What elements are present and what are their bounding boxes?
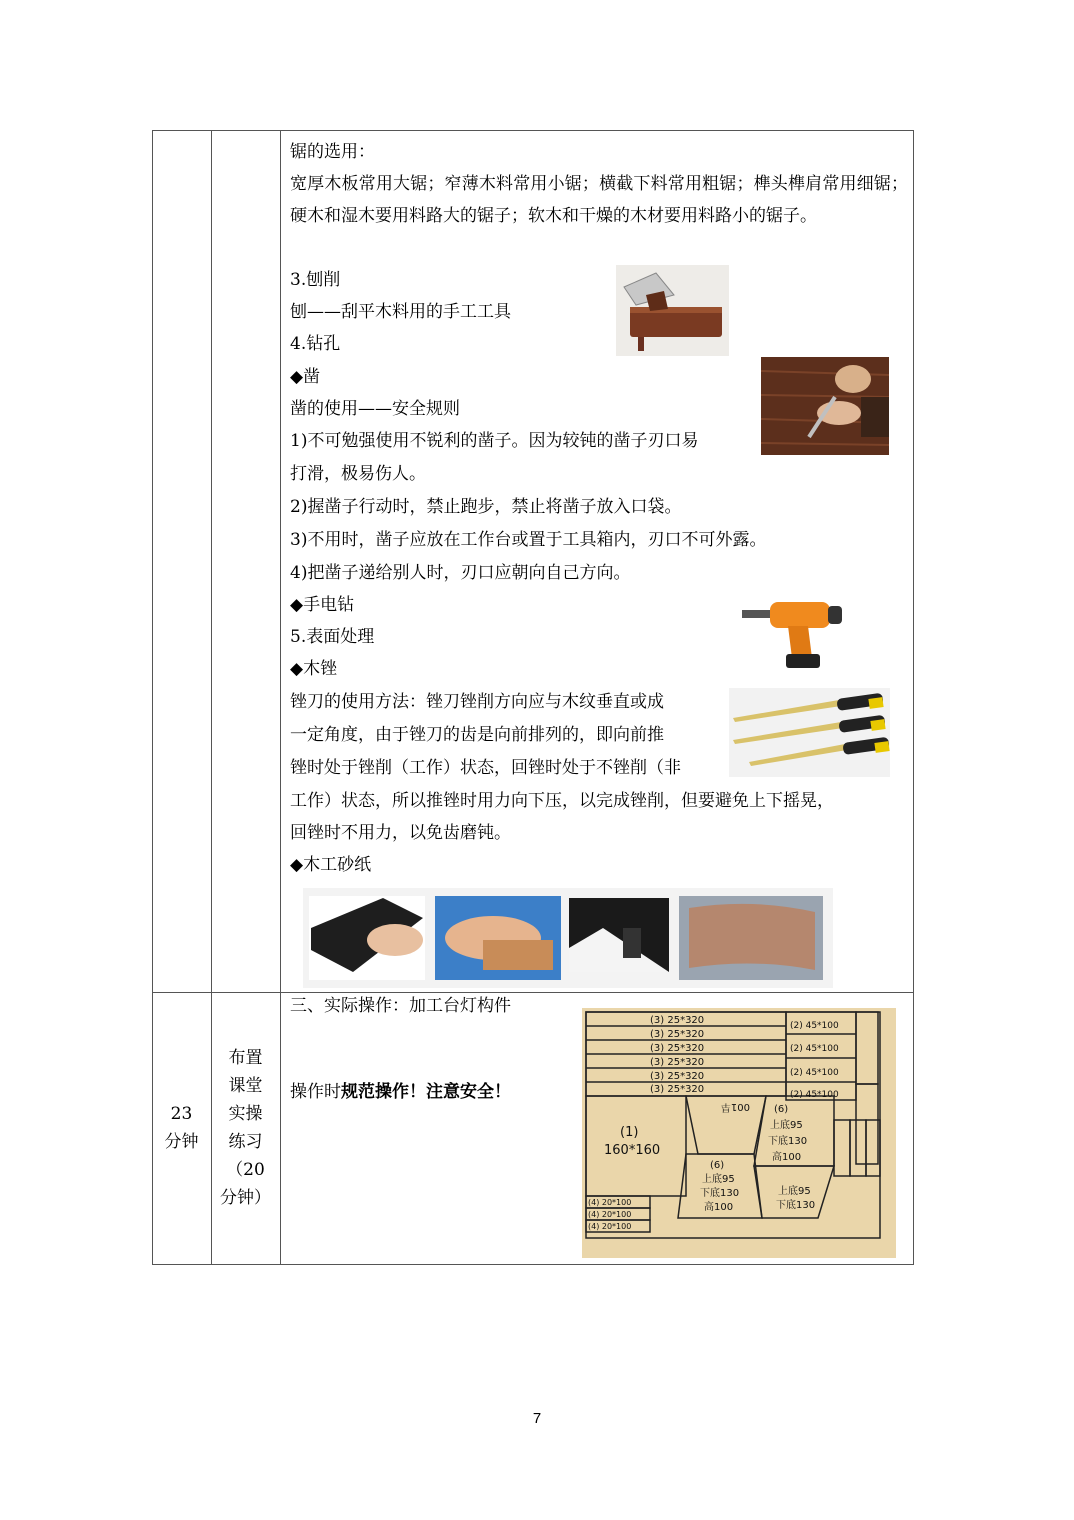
saw-select-title: 锯的选用： bbox=[290, 142, 375, 162]
activity-line-3: 实操 bbox=[228, 1104, 263, 1124]
chisel-image bbox=[761, 357, 889, 455]
small-label-2: (2) 45*100 bbox=[790, 1044, 839, 1054]
operation-note-emphasis: 规范操作！注意安全！ bbox=[341, 1082, 511, 1102]
time-unit: 分钟 bbox=[164, 1132, 199, 1152]
small-label-4: (2) 45*100 bbox=[790, 1090, 839, 1100]
bottom-strip-3: (4) 20*100 bbox=[588, 1222, 632, 1231]
chisel-rule-1b: 打滑，极易伤人。 bbox=[290, 464, 426, 484]
big-piece-label: (1) bbox=[620, 1125, 639, 1140]
file-title: ◆木锉 bbox=[290, 659, 338, 679]
file-line-2: 一定角度，由于锉刀的齿是向前排列的，即向前推 bbox=[290, 725, 664, 745]
plane-image bbox=[616, 265, 729, 356]
chisel-rule-2: 2)握凿子行动时，禁止跑步，禁止将凿子放入口袋。 bbox=[290, 497, 682, 517]
activity-cell bbox=[211, 1044, 280, 1212]
planing-desc: 刨——刮平木料用的手工工具 bbox=[290, 302, 511, 322]
file-line-3: 锉时处于锉削（工作）状态，回锉时处于不锉削（非 bbox=[290, 758, 681, 778]
bottom-strip-2: (4) 20*100 bbox=[588, 1210, 632, 1219]
trap-lr-2: 上底95 bbox=[778, 1186, 811, 1197]
activity-line-6: 分钟） bbox=[220, 1188, 271, 1208]
small-label-1: (2) 45*100 bbox=[790, 1021, 839, 1031]
trap-ll-4: 高100 bbox=[704, 1202, 734, 1213]
file-line-1: 锉刀的使用方法：锉刀锉削方向应与木纹垂直或成 bbox=[290, 692, 664, 712]
strip-label-6: (3) 25*320 bbox=[650, 1084, 705, 1095]
trap-ll-1: (6) bbox=[710, 1160, 725, 1171]
time-cell bbox=[152, 1100, 211, 1156]
activity-line-5: （20 bbox=[226, 1160, 265, 1180]
operation-title: 三、实际操作：加工台灯构件 bbox=[290, 996, 511, 1016]
sandpaper-title: ◆木工砂纸 bbox=[290, 855, 372, 875]
chisel-rule-4: 4)把凿子递给别人时，刃口应朝向自己方向。 bbox=[290, 563, 631, 583]
activity-line-2: 课堂 bbox=[228, 1076, 263, 1096]
trap-upper-1: 001旱 bbox=[720, 1101, 750, 1112]
strip-label-4: (3) 25*320 bbox=[650, 1057, 705, 1068]
trap-right-3: 下底130 bbox=[768, 1136, 808, 1147]
surface-title: 5.表面处理 bbox=[290, 627, 375, 647]
planing-title: 3.刨削 bbox=[290, 270, 341, 290]
row-divider bbox=[152, 992, 914, 993]
small-label-3: (2) 45*100 bbox=[790, 1068, 839, 1078]
time-value: 23 bbox=[170, 1104, 193, 1124]
drill-image bbox=[742, 592, 847, 672]
activity-line-1: 布置 bbox=[228, 1048, 263, 1068]
activity-line-4: 练习 bbox=[228, 1132, 263, 1152]
chisel-rule-3: 3)不用时，凿子应放在工作台或置于工具箱内，刃口不可外露。 bbox=[290, 530, 767, 550]
page-number: 7 bbox=[532, 1410, 542, 1427]
operation-note bbox=[290, 1076, 511, 1108]
strip-label-2: (3) 25*320 bbox=[650, 1029, 705, 1040]
trap-right-4: 高100 bbox=[772, 1152, 802, 1163]
cutting-layout-diagram bbox=[582, 1008, 896, 1258]
trap-ll-3: 下底130 bbox=[700, 1188, 740, 1199]
chisel-rule-1a: 1)不可勉强使用不锐利的凿子。因为较钝的凿子刃口易 bbox=[290, 431, 699, 451]
saw-select-body: 宽厚木板常用大锯；窄薄木料常用小锯；横截下料常用粗锯；榫头榫肩常用细锯；硬木和湿木要用料路大的锯子；软木和干燥的木材要用料路小的锯子。 bbox=[290, 174, 908, 226]
operation-note-prefix: 操作时 bbox=[290, 1082, 341, 1102]
file-line-5: 回锉时不用力，以免齿磨钝。 bbox=[290, 823, 511, 843]
file-line-4: 工作）状态，所以推锉时用力向下压，以完成锉削，但要避免上下摇晃， bbox=[290, 791, 834, 811]
strip-label-1: (3) 25*320 bbox=[650, 1015, 705, 1026]
chisel-title: ◆凿 bbox=[290, 367, 321, 387]
strip-label-5: (3) 25*320 bbox=[650, 1071, 705, 1082]
trap-right-2: 上底95 bbox=[770, 1120, 803, 1131]
files-image bbox=[729, 688, 890, 777]
drilling-title: 4.钻孔 bbox=[290, 334, 341, 354]
big-piece-size: 160*160 bbox=[604, 1143, 661, 1158]
drill-title: ◆手电钻 bbox=[290, 595, 355, 615]
trap-lr-3: 下底130 bbox=[776, 1200, 816, 1211]
col-divider-2 bbox=[280, 130, 281, 1265]
sandpaper-images bbox=[303, 888, 833, 988]
bottom-strip-1: (4) 20*100 bbox=[588, 1198, 632, 1207]
trap-ll-2: 上底95 bbox=[702, 1174, 735, 1185]
strip-label-3: (3) 25*320 bbox=[650, 1043, 705, 1054]
chisel-rules-title: 凿的使用——安全规则 bbox=[290, 399, 460, 419]
trap-right-1: (6) bbox=[774, 1104, 789, 1115]
